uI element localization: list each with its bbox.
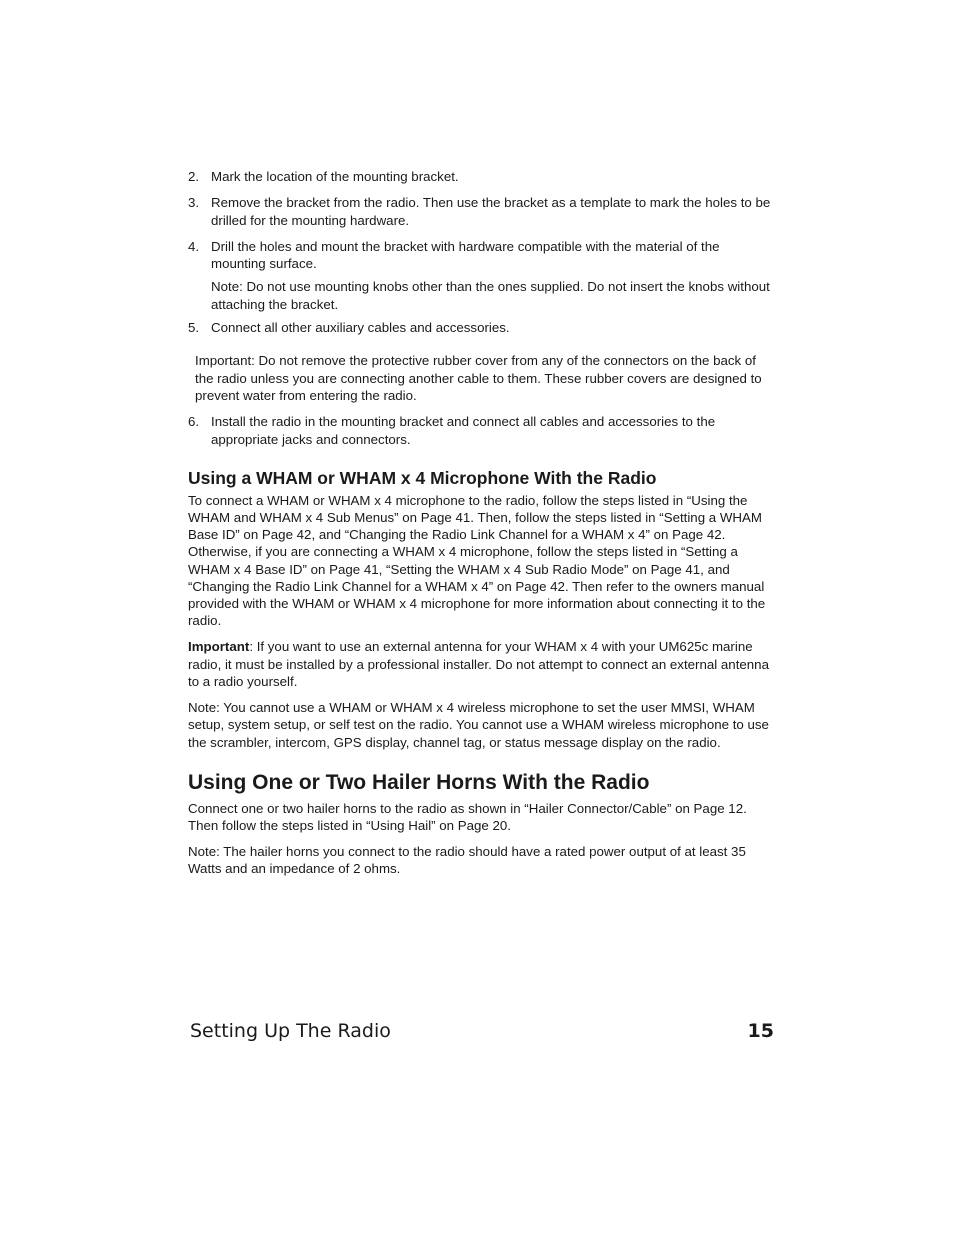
list-item [188,168,773,185]
step-note: Note: Do not use mounting knobs other than the ones supplied. Do not insert the knobs without attaching the bracket. [211,279,770,312]
important-note: Important: Do not remove the protective rubber cover from any of the connectors on the back of the radio unless you are connecting another cable to them. These rubber covers are designed to prevent water from entering the radio. [195,353,762,403]
footer-section-title: Setting Up The Radio [190,1020,391,1042]
step-text: Mark the location of the mounting bracket. [211,169,459,184]
step-number: 3. [188,195,200,211]
list-item [188,319,773,336]
step-text: Remove the bracket from the radio. Then use the bracket as a template to mark the holes to be drilled for the mounting hardware. [211,195,771,228]
step-number: 6. [188,414,200,430]
wham-important [188,638,773,690]
page-number: 15 [747,1020,774,1042]
wham-note: Note: You cannot use a WHAM or WHAM x 4 wireless microphone to set the user MMSI, WHAM setup, system setup, or self test on the radio. You cannot use a WHAM wireless microphone to use the scrambler, intercom, GPS display, channel tag, or status message display on the radio. [188,700,769,750]
list-item [188,238,773,273]
section-heading-hailer: Using One or Two Hailer Horns With the Radio [188,770,650,794]
step-number: 5. [188,320,200,336]
list-item [188,194,773,229]
hailer-paragraph: Connect one or two hailer horns to the radio as shown in “Hailer Connector/Cable” on Page 12. Then follow the steps listed in “Using Hail” on Page 20. [188,800,747,833]
step-number: 2. [188,169,200,184]
hailer-note: Note: The hailer horns you connect to the radio should have a rated power output of at least 35 Watts and an impedance of 2 ohms. [188,844,746,877]
step-text: Connect all other auxiliary cables and accessories. [211,320,510,336]
important-label: Important [188,639,250,655]
page-content [188,168,773,887]
section-heading-wham: Using a WHAM or WHAM x 4 Microphone With the Radio [188,467,657,488]
step-text: Drill the holes and mount the bracket with hardware compatible with the material of the mounting surface. [211,238,720,272]
step-text: Install the radio in the mounting bracket and connect all cables and accessories to the appropriate jacks and connectors. [211,414,716,447]
wham-paragraph: To connect a WHAM or WHAM x 4 microphone to the radio, follow the steps listed in “Using the WHAM and WHAM x 4 Sub Menus” on Page 41. Then, follow the steps listed in “Setting a WHAM Base ID” on Page 42, and “Changing the Radio Link Channel for a WHAM x 4” on Page 42. Otherwise, if you are connecting a WHAM x 4 microphone, follow the steps listed in “Setting a WHAM x 4 Base ID” on Page 41, “Setting the WHAM x 4 Sub Radio Mode” on Page 41, and “Changing the Radio Link Channel for a WHAM x 4” on Page 42. Then refer to the owners manual provided with the WHAM or WHAM x 4 microphone for more information about connecting it to the radio. [188,492,766,629]
important-text: : If you want to use an external antenna for your WHAM x 4 with your UM625c marine radio, it must be installed by a professional installer. Do not attempt to connect an external antenna to a radio yourself. [188,639,769,689]
step-number: 4. [188,238,200,254]
list-item [188,413,773,448]
